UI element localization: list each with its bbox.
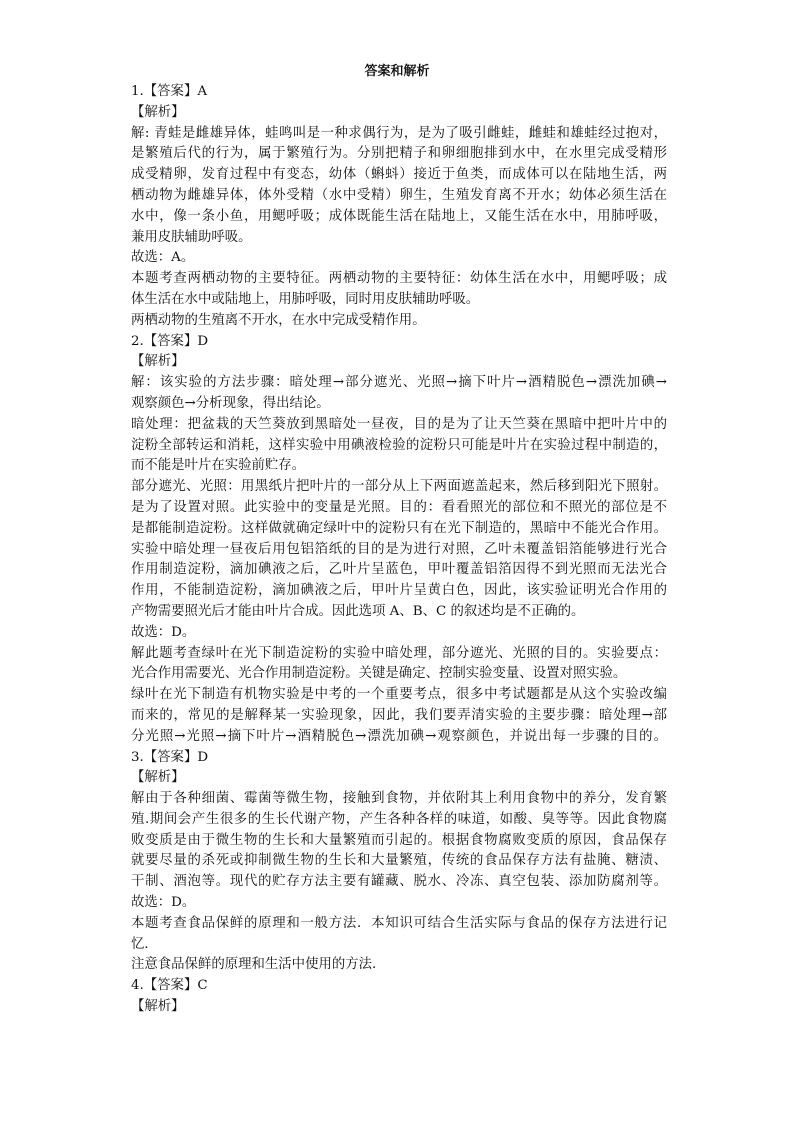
text-line: 而来的，常见的是解释某一实验现象，因此，我们要弄清实验的主要步骤：暗处理→部 (131, 707, 667, 723)
text-line: 是都能制造淀粉。这样做就确定绿叶中的淀粉只有在光下制造的，黑暗中不能光合作用。 (131, 520, 667, 536)
text-line: 1.【答案】A (131, 84, 208, 99)
text-line: 忆． (131, 936, 158, 952)
text-line: 是繁殖后代的行为，属于繁殖行为。分别把精子和卵细胞排到水中，在水里完成受精形 (131, 146, 667, 162)
text-line: 解: 青蛙是雌雄异体，蛙鸣叫是一种求偶行为，是为了吸引雌蛙，雌蛙和雄蛙经过抱对， (131, 125, 667, 141)
text-line: 产物需要照光后才能由叶片合成。因此选项 A、B、C 的叙述均是不正确的。 (131, 603, 585, 619)
text-line: 败变质是由于微生物的生长和大量繁殖而引起的。根据食物腐败变质的原因，食品保存 (131, 832, 667, 848)
text-line: 本题考查两栖动物的主要特征。两栖动物的主要特征：幼体生活在水中，用鳃呼吸；成 (131, 271, 667, 287)
text-line: 解此题考查绿叶在光下制造淀粉的实验中暗处理，部分遮光、光照的目的。实验要点： (131, 645, 667, 661)
text-line: 而不能是叶片在实验前贮存。 (131, 458, 306, 474)
text-line: 两栖动物的生殖离不开水，在水中完成受精作用。 (131, 312, 426, 328)
text-line: 4.【答案】C (131, 978, 208, 994)
answer-body (131, 82, 667, 1018)
text-line: 2.【答案】D (131, 333, 209, 349)
text-line: 作用制造淀粉，滴加碘液之后，乙叶片呈蓝色，甲叶覆盖铝箔因得不到光照而无法光合 (131, 562, 667, 578)
text-line: 部分遮光、光照：用黑纸片把叶片的一部分从上下两面遮盖起来，然后移到阳光下照射。 (131, 479, 667, 495)
text-line: 暗处理：把盆栽的天竺葵放到黑暗处一昼夜，目的是为了让天竺葵在黑暗中把叶片中的 (131, 416, 667, 432)
text-line: 注意食品保鲜的原理和生活中使用的方法． (131, 957, 386, 973)
text-line: 【解析】 (131, 770, 185, 786)
text-line: 是为了设置对照。此实验中的变量是光照。目的：看看照光的部位和不照光的部位是不 (131, 499, 667, 515)
text-line: 作用，不能制造淀粉，滴加碘液之后，甲叶片呈黄白色，因此，该实验证明光合作用的 (131, 583, 667, 599)
text-line: 故选：A。 (131, 250, 195, 266)
text-line: 故选：D。 (131, 895, 196, 911)
text-line: 水中，像一条小鱼，用鳃呼吸；成体既能生活在陆地上，又能生活在水中，用肺呼吸， (131, 208, 667, 224)
text-line: 淀粉全部转运和消耗，这样实验中用碘液检验的淀粉只可能是叶片在实验过程中制造的， (131, 437, 667, 453)
text-line: 故选：D。 (131, 624, 196, 640)
text-line: 就要尽量的杀死或抑制微生物的生长和大量繁殖，传统的食品保存方法有盐腌、糖渍、 (131, 853, 667, 869)
text-line: 兼用皮肤辅助呼吸。 (131, 229, 252, 245)
text-line: 3.【答案】D (131, 749, 209, 765)
text-line: 光合作用需要光、光合作用制造淀粉。关键是确定、控制实验变量、设置对照实验。 (131, 666, 627, 682)
text-line: 解由于各种细菌、霉菌等微生物，接触到食物，并依附其上利用食物中的养分，发育繁 (131, 791, 667, 807)
text-line: 干制、酒泡等。现代的贮存方法主要有罐藏、脱水、冷冻、真空包装、添加防腐剂等。 (131, 874, 667, 890)
text-line: 【解析】 (131, 999, 185, 1015)
text-line: 体生活在水中或陆地上，用肺呼吸，同时用皮肤辅助呼吸。 (131, 291, 480, 307)
text-line: 【解析】 (131, 104, 185, 120)
text-line: 绿叶在光下制造有机物实验是中考的一个重要考点，很多中考试题都是从这个实验改编 (131, 687, 667, 703)
text-line: 解：该实验的方法步骤：暗处理→部分遮光、光照→摘下叶片→酒精脱色→漂洗加碘→ (131, 375, 667, 391)
text-line: 本题考查食品保鲜的原理和一般方法．本知识可结合生活实际与食品的保存方法进行记 (131, 915, 667, 931)
text-line: 殖.期间会产生很多的生长代谢产物，产生各种各样的味道，如酸、臭等等。因此食物腐 (131, 811, 667, 827)
text-line: 观察颜色→分析现象，得出结论。 (131, 395, 330, 411)
text-line: 栖动物为雌雄异体，体外受精（水中受精）卵生，生殖发育离不开水；幼体必须生活在 (131, 187, 667, 203)
page-title: 答案和解析 (364, 64, 430, 79)
text-line: 分光照→光照→摘下叶片→酒精脱色→漂洗加碘→观察颜色，并说出每一步骤的目的。 (131, 728, 667, 744)
text-line: 实验中暗处理一昼夜后用包铝箔纸的目的是为进行对照，乙叶未覆盖铝箔能够进行光合 (131, 541, 667, 557)
text-line: 成受精卵，发育过程中有变态，幼体（蝌蚪）接近于鱼类，而成体可以在陆地生活，两 (131, 167, 667, 183)
text-line: 【解析】 (131, 354, 185, 370)
